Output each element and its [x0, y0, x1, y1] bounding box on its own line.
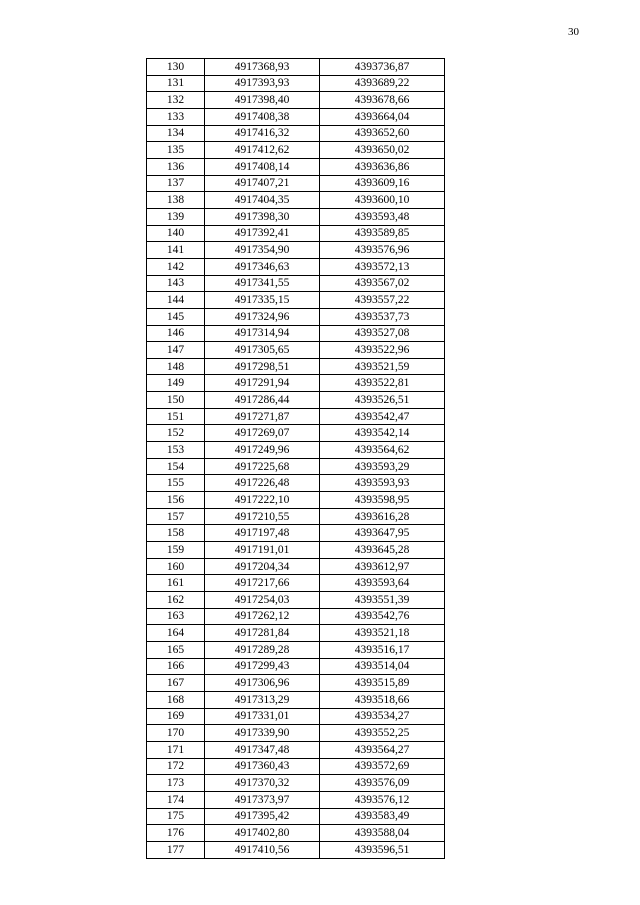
point-number-cell: 137 — [147, 175, 205, 192]
point-number-cell: 161 — [147, 575, 205, 592]
x-coordinate-cell: 4917335,15 — [205, 292, 320, 309]
y-coordinate-cell: 4393521,59 — [320, 358, 445, 375]
x-coordinate-cell: 4917410,56 — [205, 841, 320, 858]
table-row — [147, 841, 445, 858]
point-number-cell: 132 — [147, 92, 205, 109]
x-coordinate-cell: 4917269,07 — [205, 425, 320, 442]
point-number-cell: 150 — [147, 392, 205, 409]
y-coordinate-cell: 4393650,02 — [320, 142, 445, 159]
x-coordinate-cell: 4917217,66 — [205, 575, 320, 592]
y-coordinate-cell: 4393593,48 — [320, 208, 445, 225]
point-number-cell: 156 — [147, 492, 205, 509]
table-row — [147, 325, 445, 342]
table-row — [147, 691, 445, 708]
point-number-cell: 139 — [147, 208, 205, 225]
y-coordinate-cell: 4393636,86 — [320, 158, 445, 175]
x-coordinate-cell: 4917291,94 — [205, 375, 320, 392]
x-coordinate-cell: 4917346,63 — [205, 258, 320, 275]
x-coordinate-cell: 4917402,80 — [205, 825, 320, 842]
x-coordinate-cell: 4917407,21 — [205, 175, 320, 192]
table-row — [147, 608, 445, 625]
table-row — [147, 142, 445, 159]
x-coordinate-cell: 4917370,32 — [205, 775, 320, 792]
y-coordinate-cell: 4393593,93 — [320, 475, 445, 492]
y-coordinate-cell: 4393736,87 — [320, 59, 445, 76]
point-number-cell: 168 — [147, 691, 205, 708]
table-row — [147, 575, 445, 592]
point-number-cell: 163 — [147, 608, 205, 625]
point-number-cell: 172 — [147, 758, 205, 775]
x-coordinate-cell: 4917341,55 — [205, 275, 320, 292]
table-row — [147, 791, 445, 808]
x-coordinate-cell: 4917408,14 — [205, 158, 320, 175]
point-number-cell: 131 — [147, 75, 205, 92]
point-number-cell: 162 — [147, 592, 205, 609]
table-row — [147, 108, 445, 125]
y-coordinate-cell: 4393596,51 — [320, 841, 445, 858]
x-coordinate-cell: 4917331,01 — [205, 708, 320, 725]
x-coordinate-cell: 4917299,43 — [205, 658, 320, 675]
y-coordinate-cell: 4393572,69 — [320, 758, 445, 775]
x-coordinate-cell: 4917254,03 — [205, 592, 320, 609]
y-coordinate-cell: 4393537,73 — [320, 308, 445, 325]
table-row — [147, 708, 445, 725]
x-coordinate-cell: 4917314,94 — [205, 325, 320, 342]
y-coordinate-cell: 4393516,17 — [320, 641, 445, 658]
table-row — [147, 275, 445, 292]
point-number-cell: 146 — [147, 325, 205, 342]
x-coordinate-cell: 4917262,12 — [205, 608, 320, 625]
y-coordinate-cell: 4393542,76 — [320, 608, 445, 625]
table-row — [147, 675, 445, 692]
table-row — [147, 725, 445, 742]
table-row — [147, 492, 445, 509]
point-number-cell: 176 — [147, 825, 205, 842]
y-coordinate-cell: 4393589,85 — [320, 225, 445, 242]
y-coordinate-cell: 4393593,29 — [320, 458, 445, 475]
table-row — [147, 758, 445, 775]
table-row — [147, 342, 445, 359]
point-number-cell: 175 — [147, 808, 205, 825]
x-coordinate-cell: 4917395,42 — [205, 808, 320, 825]
x-coordinate-cell: 4917249,96 — [205, 442, 320, 459]
point-number-cell: 167 — [147, 675, 205, 692]
table-row — [147, 775, 445, 792]
x-coordinate-cell: 4917191,01 — [205, 542, 320, 559]
y-coordinate-cell: 4393678,66 — [320, 92, 445, 109]
table-row — [147, 175, 445, 192]
y-coordinate-cell: 4393645,28 — [320, 542, 445, 559]
x-coordinate-cell: 4917354,90 — [205, 242, 320, 259]
x-coordinate-cell: 4917360,43 — [205, 758, 320, 775]
y-coordinate-cell: 4393552,25 — [320, 725, 445, 742]
point-number-cell: 157 — [147, 508, 205, 525]
point-number-cell: 142 — [147, 258, 205, 275]
table-row — [147, 641, 445, 658]
x-coordinate-cell: 4917305,65 — [205, 342, 320, 359]
table-row — [147, 242, 445, 259]
table-row — [147, 408, 445, 425]
y-coordinate-cell: 4393572,13 — [320, 258, 445, 275]
point-number-cell: 177 — [147, 841, 205, 858]
point-number-cell: 145 — [147, 308, 205, 325]
table-row — [147, 292, 445, 309]
point-number-cell: 171 — [147, 741, 205, 758]
table-row — [147, 542, 445, 559]
x-coordinate-cell: 4917368,93 — [205, 59, 320, 76]
point-number-cell: 152 — [147, 425, 205, 442]
point-number-cell: 158 — [147, 525, 205, 542]
y-coordinate-cell: 4393689,22 — [320, 75, 445, 92]
point-number-cell: 149 — [147, 375, 205, 392]
table-row — [147, 258, 445, 275]
y-coordinate-cell: 4393576,96 — [320, 242, 445, 259]
table-row — [147, 92, 445, 109]
y-coordinate-cell: 4393576,09 — [320, 775, 445, 792]
table-row — [147, 392, 445, 409]
coordinates-table — [146, 58, 445, 859]
x-coordinate-cell: 4917398,30 — [205, 208, 320, 225]
table-row — [147, 475, 445, 492]
y-coordinate-cell: 4393522,81 — [320, 375, 445, 392]
y-coordinate-cell: 4393616,28 — [320, 508, 445, 525]
y-coordinate-cell: 4393576,12 — [320, 791, 445, 808]
point-number-cell: 155 — [147, 475, 205, 492]
table-row — [147, 442, 445, 459]
table-row — [147, 225, 445, 242]
table-row — [147, 358, 445, 375]
table-row — [147, 75, 445, 92]
x-coordinate-cell: 4917281,84 — [205, 625, 320, 642]
y-coordinate-cell: 4393521,18 — [320, 625, 445, 642]
y-coordinate-cell: 4393518,66 — [320, 691, 445, 708]
x-coordinate-cell: 4917313,29 — [205, 691, 320, 708]
point-number-cell: 135 — [147, 142, 205, 159]
table-row — [147, 458, 445, 475]
x-coordinate-cell: 4917286,44 — [205, 392, 320, 409]
y-coordinate-cell: 4393664,04 — [320, 108, 445, 125]
x-coordinate-cell: 4917373,97 — [205, 791, 320, 808]
y-coordinate-cell: 4393588,04 — [320, 825, 445, 842]
x-coordinate-cell: 4917404,35 — [205, 192, 320, 209]
point-number-cell: 136 — [147, 158, 205, 175]
y-coordinate-cell: 4393526,51 — [320, 392, 445, 409]
table-row — [147, 825, 445, 842]
x-coordinate-cell: 4917197,48 — [205, 525, 320, 542]
y-coordinate-cell: 4393609,16 — [320, 175, 445, 192]
table-row — [147, 508, 445, 525]
point-number-cell: 169 — [147, 708, 205, 725]
table-row — [147, 741, 445, 758]
point-number-cell: 174 — [147, 791, 205, 808]
x-coordinate-cell: 4917393,93 — [205, 75, 320, 92]
y-coordinate-cell: 4393652,60 — [320, 125, 445, 142]
x-coordinate-cell: 4917306,96 — [205, 675, 320, 692]
point-number-cell: 141 — [147, 242, 205, 259]
x-coordinate-cell: 4917210,55 — [205, 508, 320, 525]
y-coordinate-cell: 4393551,39 — [320, 592, 445, 609]
point-number-cell: 130 — [147, 59, 205, 76]
y-coordinate-cell: 4393515,89 — [320, 675, 445, 692]
table-row — [147, 308, 445, 325]
point-number-cell: 143 — [147, 275, 205, 292]
y-coordinate-cell: 4393647,95 — [320, 525, 445, 542]
y-coordinate-cell: 4393600,10 — [320, 192, 445, 209]
y-coordinate-cell: 4393593,64 — [320, 575, 445, 592]
x-coordinate-cell: 4917398,40 — [205, 92, 320, 109]
point-number-cell: 151 — [147, 408, 205, 425]
table-row — [147, 658, 445, 675]
table-row — [147, 375, 445, 392]
point-number-cell: 140 — [147, 225, 205, 242]
y-coordinate-cell: 4393564,27 — [320, 741, 445, 758]
point-number-cell: 173 — [147, 775, 205, 792]
x-coordinate-cell: 4917298,51 — [205, 358, 320, 375]
point-number-cell: 170 — [147, 725, 205, 742]
point-number-cell: 147 — [147, 342, 205, 359]
point-number-cell: 166 — [147, 658, 205, 675]
x-coordinate-cell: 4917339,90 — [205, 725, 320, 742]
y-coordinate-cell: 4393564,62 — [320, 442, 445, 459]
table-row — [147, 208, 445, 225]
point-number-cell: 138 — [147, 192, 205, 209]
x-coordinate-cell: 4917225,68 — [205, 458, 320, 475]
point-number-cell: 154 — [147, 458, 205, 475]
x-coordinate-cell: 4917392,41 — [205, 225, 320, 242]
y-coordinate-cell: 4393557,22 — [320, 292, 445, 309]
x-coordinate-cell: 4917226,48 — [205, 475, 320, 492]
y-coordinate-cell: 4393542,14 — [320, 425, 445, 442]
y-coordinate-cell: 4393583,49 — [320, 808, 445, 825]
x-coordinate-cell: 4917408,38 — [205, 108, 320, 125]
x-coordinate-cell: 4917204,34 — [205, 558, 320, 575]
table-row — [147, 808, 445, 825]
point-number-cell: 144 — [147, 292, 205, 309]
table-row — [147, 558, 445, 575]
point-number-cell: 148 — [147, 358, 205, 375]
x-coordinate-cell: 4917347,48 — [205, 741, 320, 758]
x-coordinate-cell: 4917222,10 — [205, 492, 320, 509]
table-row — [147, 425, 445, 442]
point-number-cell: 133 — [147, 108, 205, 125]
y-coordinate-cell: 4393598,95 — [320, 492, 445, 509]
x-coordinate-cell: 4917324,96 — [205, 308, 320, 325]
table-row — [147, 158, 445, 175]
table-row — [147, 525, 445, 542]
table-row — [147, 625, 445, 642]
x-coordinate-cell: 4917271,87 — [205, 408, 320, 425]
y-coordinate-cell: 4393567,02 — [320, 275, 445, 292]
point-number-cell: 134 — [147, 125, 205, 142]
table-row — [147, 59, 445, 76]
point-number-cell: 159 — [147, 542, 205, 559]
coordinates-table-body — [147, 59, 445, 859]
x-coordinate-cell: 4917412,62 — [205, 142, 320, 159]
point-number-cell: 165 — [147, 641, 205, 658]
x-coordinate-cell: 4917289,28 — [205, 641, 320, 658]
table-row — [147, 592, 445, 609]
y-coordinate-cell: 4393612,97 — [320, 558, 445, 575]
table-row — [147, 192, 445, 209]
x-coordinate-cell: 4917416,32 — [205, 125, 320, 142]
page-number: 30 — [568, 26, 579, 38]
y-coordinate-cell: 4393527,08 — [320, 325, 445, 342]
y-coordinate-cell: 4393534,27 — [320, 708, 445, 725]
table-row — [147, 125, 445, 142]
point-number-cell: 153 — [147, 442, 205, 459]
point-number-cell: 160 — [147, 558, 205, 575]
y-coordinate-cell: 4393542,47 — [320, 408, 445, 425]
y-coordinate-cell: 4393514,04 — [320, 658, 445, 675]
point-number-cell: 164 — [147, 625, 205, 642]
y-coordinate-cell: 4393522,96 — [320, 342, 445, 359]
